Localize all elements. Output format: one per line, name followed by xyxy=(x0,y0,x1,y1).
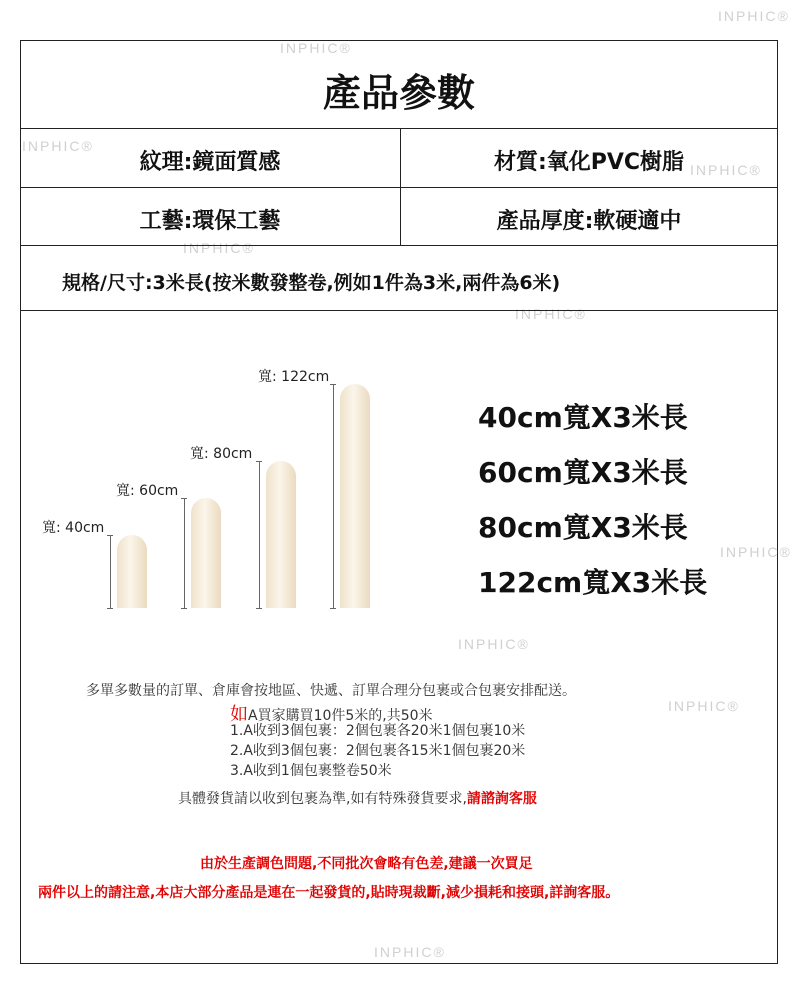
dimension-tick xyxy=(181,608,187,609)
param-thickness: 產品厚度:軟硬適中 xyxy=(496,209,682,234)
watermark: INPHIC® xyxy=(668,698,740,714)
example-text: A買家購買10件5米的,共50米 xyxy=(248,708,433,724)
dimension-guide xyxy=(110,535,111,608)
roll-width-label: 寬: 60cm xyxy=(116,483,179,499)
dimension-tick xyxy=(181,498,187,499)
roll-bar xyxy=(117,535,147,608)
param-texture: 紋理:鏡面質感 xyxy=(139,150,281,175)
dimension-tick xyxy=(256,608,262,609)
shipping-item: 1.A收到3個包裹：2個包裹各20米1個包裹10米 xyxy=(230,723,526,739)
watermark: INPHIC® xyxy=(183,240,255,256)
roll-width-label: 寬: 40cm xyxy=(42,520,105,536)
example-prefix: 如 xyxy=(230,704,248,725)
divider xyxy=(20,187,778,188)
roll-width-label: 寬: 122cm xyxy=(258,369,330,385)
roll-bar xyxy=(340,384,370,608)
divider xyxy=(20,245,778,246)
param-process: 工藝:環保工藝 xyxy=(139,209,281,234)
spec-line: 規格/尺寸:3米長(按米數發整卷,例如1件為3米,兩件為6米) xyxy=(62,272,561,294)
watermark: INPHIC® xyxy=(720,544,792,560)
roll-bar xyxy=(191,498,221,608)
dimension-tick xyxy=(256,461,262,462)
dimension-tick xyxy=(330,608,336,609)
dimension-tick xyxy=(107,608,113,609)
watermark: INPHIC® xyxy=(22,138,94,154)
size-option: 40cm寬X3米長 xyxy=(478,401,688,434)
roll-bar xyxy=(266,461,296,608)
final-text: 具體發貨請以收到包裹為準,如有特殊發貨要求, xyxy=(178,791,467,807)
watermark: INPHIC® xyxy=(515,306,587,322)
dimension-guide xyxy=(259,461,260,608)
size-option: 60cm寬X3米長 xyxy=(478,456,688,489)
param-material: 材質:氧化PVC樹脂 xyxy=(493,150,685,175)
contact-service-link[interactable]: 請諮詢客服 xyxy=(466,791,537,807)
parameter-table-frame xyxy=(20,40,778,964)
divider xyxy=(20,128,778,129)
roll-width-label: 寬: 80cm xyxy=(190,446,253,462)
watermark: INPHIC® xyxy=(374,944,446,960)
dimension-tick xyxy=(107,535,113,536)
dimension-tick xyxy=(330,384,336,385)
joint-warning: 兩件以上的請注意,本店大部分產品是連在一起發貨的,貼時現裁斷,減少損耗和接頭,詳詢客服。 xyxy=(38,885,620,901)
size-option: 122cm寬X3米長 xyxy=(478,566,708,599)
size-option: 80cm寬X3米長 xyxy=(478,511,688,544)
watermark: INPHIC® xyxy=(458,636,530,652)
divider xyxy=(20,310,778,311)
shipping-final xyxy=(178,788,537,808)
page-title: 產品參數 xyxy=(322,71,475,115)
shipping-item: 2.A收到3個包裹：2個包裹各15米1個包裹20米 xyxy=(230,743,526,759)
watermark: INPHIC® xyxy=(690,162,762,178)
watermark: INPHIC® xyxy=(718,8,790,24)
shipping-item: 3.A收到1個包裹整卷50米 xyxy=(230,763,392,779)
dimension-guide xyxy=(184,498,185,608)
shipping-note: 多單多數量的訂單、倉庫會按地區、快遞、訂單合理分包裹或合包裹安排配送。 xyxy=(86,683,576,699)
watermark: INPHIC® xyxy=(280,40,352,56)
color-warning: 由於生產調色問題,不同批次會略有色差,建議一次買足 xyxy=(200,856,533,872)
dimension-guide xyxy=(333,384,334,608)
